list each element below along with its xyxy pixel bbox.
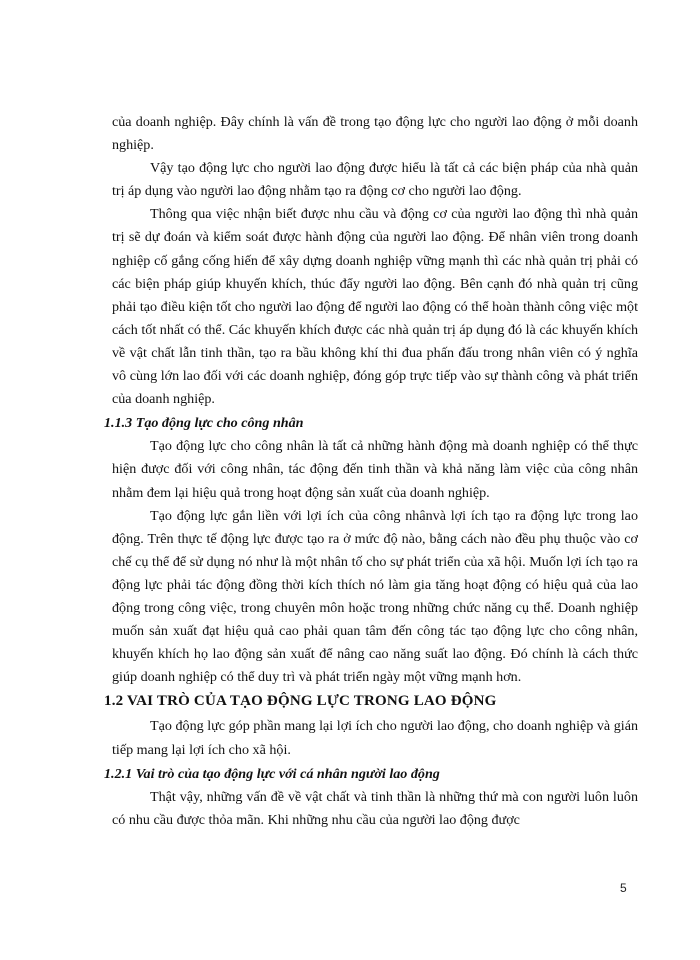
heading-1-2: 1.2 VAI TRÒ CỦA TẠO ĐỘNG LỰC TRONG LAO ĐỘNG [104, 693, 497, 710]
paragraph-needs: Thật vậy, những vấn đề về vật chất và tinh thần là những thứ mà con người luôn luôn có nhu cầu được thỏa mãn. Khi những nhu cầu của người lao động được [112, 788, 638, 828]
paragraph-motivation-measures: Thông qua việc nhận biết được nhu cầu và động cơ của người lao động thì nhà quản trị sẽ dự đoán và kiểm soát được hành động của người lao động. Để nhân viên trong doanh nghiệp cố gắng cống hiến để xây dựng doanh nghiệp vững mạnh thì các nhà quản trị phải có các biện pháp giúp khuyến khích, thúc đẩy người lao động. Bên cạnh đó nhà quản trị cũng phải tạo điều kiện tốt cho người lao động để người lao động có thể hoàn thành công việc một cách tốt nhất có thể. Các khuyến khích được các nhà quản trị áp dụng đó là các khuyến khích về vật chất lẫn tinh thần, tạo ra bầu không khí thi đua phấn đấu trong nhân viên có ý nghĩa vô cùng lớn lao đối với các doanh nghiệp, đóng góp trực tiếp vào sự thành công và phát triển của doanh nghiệp. [112, 206, 638, 408]
page-number: 5 [620, 881, 627, 895]
heading-1-2-1: 1.2.1 Vai trò của tạo động lực với cá nhân người lao động [104, 765, 440, 782]
heading-1-1-3: 1.1.3 Tạo động lực cho công nhân [104, 415, 304, 432]
paragraph-benefits: Tạo động lực gắn liền với lợi ích của công nhânvà lợi ích tạo ra động lực trong lao động. Trên thực tế động lực được tạo ra ở mức độ nào, bằng cách nào đều phụ thuộc vào cơ chế cụ thể để sử dụng nó như là một nhân tố cho sự phát triển của xã hội. Muốn lợi ích tạo ra động lực phải tác động đồng thời kích thích nó làm gia tăng hoạt động có hiệu quả của lao động trong công việc, trong chuyên môn hoặc trong những chức năng cụ thể. Doanh nghiệp muốn sản xuất đạt hiệu quả cao phải quan tâm đến công tác tạo động lực cho công nhân, khuyến khích họ lao động sản xuất để nâng cao năng suất lao động. Đó chính là cách thức giúp doanh nghiệp có thể duy trì và phát triển ngày một vững mạnh hơn. [112, 507, 638, 686]
page-body [104, 111, 638, 832]
paragraph-continuation: của doanh nghiệp. Đây chính là vấn đề trong tạo động lực cho người lao động ở mỗi doanh nghiệp. [112, 114, 638, 154]
paragraph-role-intro: Tạo động lực góp phần mang lại lợi ích cho người lao động, cho doanh nghiệp và gián tiếp mang lại lợi ích cho xã hội. [112, 718, 638, 758]
paragraph-definition: Vậy tạo động lực cho người lao động được hiểu là tất cả các biện pháp của nhà quản trị áp dụng vào người lao động nhằm tạo ra động cơ cho người lao động. [112, 160, 638, 200]
paragraph-worker-motivation: Tạo động lực cho công nhân là tất cả những hành động mà doanh nghiệp có thể thực hiện được đối với công nhân, tác động đến tinh thần và khả năng làm việc của công nhân nhằm đem lại hiệu quả trong hoạt động sản xuất của doanh nghiệp. [112, 438, 638, 501]
